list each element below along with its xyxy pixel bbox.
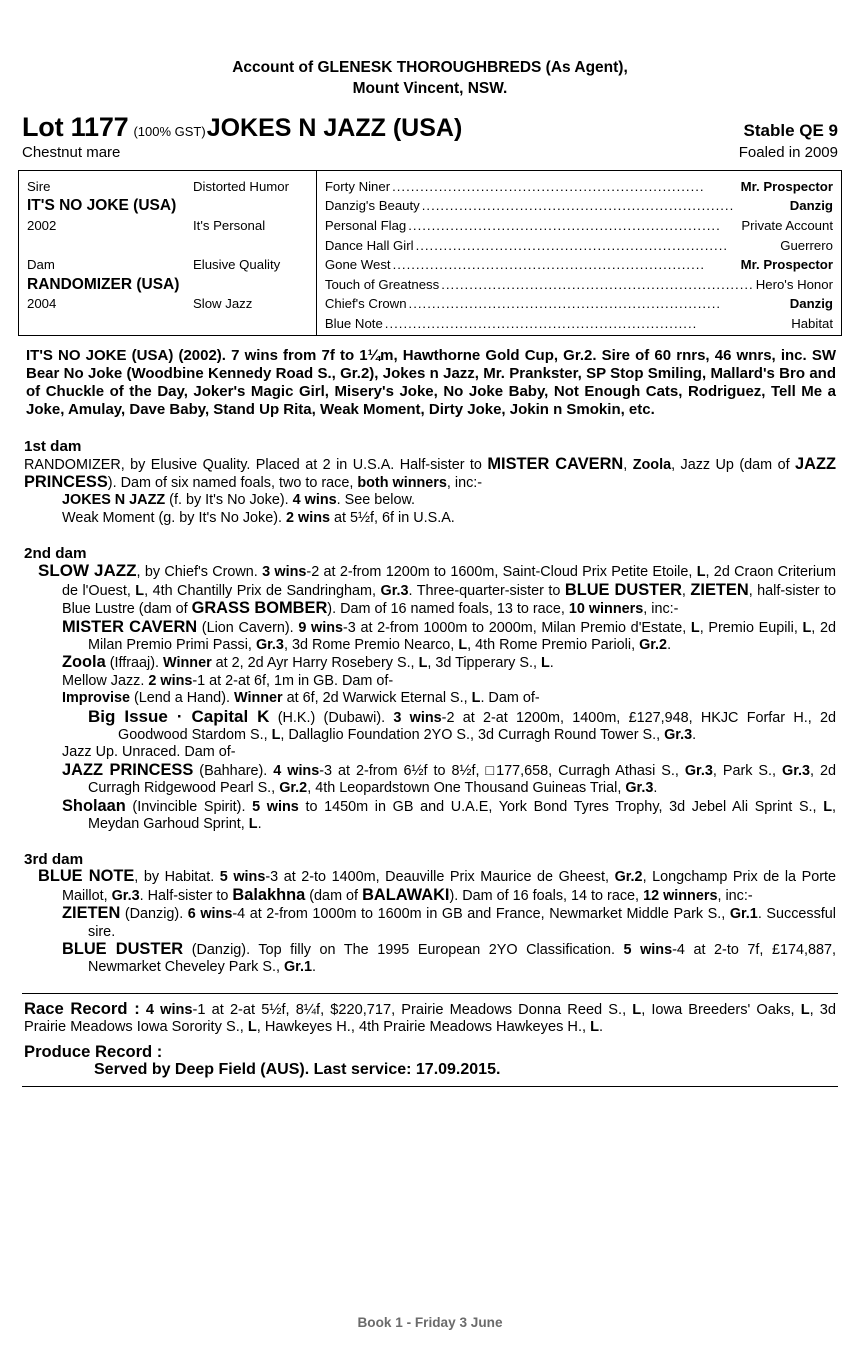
dot-leader: ................................................................... (441, 276, 754, 292)
grandparent-name: Personal Flag (324, 218, 407, 234)
pedigree-label: Sire (27, 178, 51, 194)
gst-note: (100% GST) (133, 123, 206, 139)
pedigree-value: It's Personal (193, 218, 266, 234)
great-grandparent-name: Habitat (791, 316, 833, 331)
foaled-year: Foaled in 2009 (738, 143, 838, 161)
pedigree-text-line: Improvise (Lend a Hand). Winner at 6f, 2d Warwick Eternal S., L. Dam of- (62, 690, 540, 707)
produce-record-text: Served by Deep Field (AUS). Last service: 17.09.2015. (94, 1060, 501, 1078)
pedigree-row (27, 216, 316, 236)
account-line-1: Account of GLENESK THOROUGHBREDS (As Agent), (232, 59, 628, 76)
pedigree-text-line: Big Issue · Capital K (H.K.) (Dubawi). 3 wins-2 at 2-at 1200m, 1400m, £127,948, HKJC Forfar H., 2d Goodwood Stardom S., L, Dallaglio Foundation 2YO S., 3d Curragh Round Tower S., Gr.3. (88, 706, 836, 743)
race-record-block (18, 994, 842, 1037)
grandparent-name: Chief's Crown (324, 296, 407, 312)
pedigree-text-line: MISTER CAVERN (Lion Cavern). 9 wins-3 at 2-from 1000m to 2000m, Milan Premio d'Estate, L, Premio Eupili, L, 2d Milan Premio Primi Passi, Gr.3, 3d Rome Premio Nearco, L, 4th Rome Premio Parioli, Gr.2. (62, 617, 836, 653)
grandparent-name: Dance Hall Girl (324, 237, 414, 253)
great-grandparent-name: Mr. Prospector (740, 257, 833, 273)
great-grandparent-name: Hero's Honor (755, 276, 833, 292)
pedigree-row (325, 196, 833, 216)
pedigree-text-line: BLUE NOTE, by Habitat. 5 wins-3 at 2-to 1400m, Deauville Prix Maurice de Gheest, Gr.2, Longchamp Prix de la Porte Maillot, Gr.3. Half-sister to Balakhna (dam of BALAWAKI). Dam of 16 foals, 14 to race, 12 winners, inc:- (38, 867, 836, 904)
great-grandparent-name: Danzig (789, 198, 833, 214)
divider-bottom (22, 1086, 838, 1087)
stable-label: Stable QE 9 (743, 120, 838, 140)
pedigree-row (27, 314, 316, 334)
pedigree-row (325, 216, 833, 236)
dam-sections (18, 438, 842, 977)
pedigree-text-line: Zoola (Iffraaj). Winner at 2, 2d Ayr Harry Rosebery S., L, 3d Tipperary S., L. (62, 653, 554, 672)
pedigree-text-line: BLUE DUSTER (Danzig). Top filly on The 1995 European 2YO Classification. 5 wins-4 at 2-to 7f, £174,887, Newmarket Cheveley Park S., Gr.1. (62, 940, 837, 976)
pedigree-text-line: ZIETEN (Danzig). 6 wins-4 at 2-from 1000m to 1600m in GB and France, Newmarket Middle Park S., Gr.1. Successful sire. (62, 904, 836, 940)
dam-section-heading: 2nd dam (24, 545, 87, 563)
pedigree-label: 2004 (27, 296, 57, 312)
pedigree-row (325, 255, 833, 275)
pedigree-text-line: Weak Moment (g. by It's No Joke). 2 wins at 5½f, 6f in U.S.A. (62, 509, 455, 526)
pedigree-text-line: JOKES N JAZZ (f. by It's No Joke). 4 wins. See below. (62, 492, 416, 509)
pedigree-row (27, 177, 316, 197)
colour-sex-row (18, 144, 842, 161)
account-header (18, 0, 842, 100)
pedigree-text-line: RANDOMIZER, by Elusive Quality. Placed at 2 in U.S.A. Half-sister to MISTER CAVERN, Zoola, Jazz Up (dam of JAZZ PRINCESS). Dam of six named foals, two to race, both winners, inc:- (24, 454, 836, 492)
great-grandparent-name: Guerrero (780, 237, 833, 253)
dot-leader: ................................................................... (392, 257, 706, 273)
dot-leader: ................................................................... (421, 198, 735, 214)
dam-name: RANDOMIZER (USA) (27, 275, 180, 293)
great-grandparent-name: Danzig (789, 296, 833, 312)
pedigree-row (27, 255, 316, 275)
grandparent-name: Gone West (324, 257, 391, 273)
great-grandparent-name: Mr. Prospector (740, 178, 833, 194)
page-footer: Book 1 - Friday 3 June (357, 1315, 503, 1330)
grandparent-name: Blue Note (324, 316, 383, 331)
pedigree-text-line: JAZZ PRINCESS (Bahhare). 4 wins-3 at 2-from 6½f to 8½f, □177,658, Curragh Athasi S., Gr.3, Park S., Gr.3, 2d Curragh Ridgewood Pearl S., Gr.2, 4th Leopardstown One Thousand Guineas Trial, Gr.3. (62, 760, 836, 797)
pedigree-label: Dam (27, 257, 55, 273)
sire-summary-paragraph: IT'S NO JOKE (USA) (2002). 7 wins from 7f to 1¼m, Hawthorne Gold Cup, Gr.2. Sire of 60 rnrs, 46 wnrs, inc. SW Bear No Joke (Woodbine Kennedy Road S., Gr.2), Jokes n Jazz, Mr. Prankster, SP Stop Smiling, Mallard's Bro and of Chuckle of the Day, Joker's Magic Girl, Misery's Joke, No Joke Baby, Not Enough Cats, Rodriguez, Tell Me a Joke, Amulay, Dave Baby, Stand Up Rita, Weak Moment, Dirty Joke, Jokin n Smokin, etc. (26, 346, 836, 419)
pedigree-text-line: Jazz Up. Unraced. Dam of- (62, 744, 236, 761)
pedigree-row (325, 275, 833, 295)
pedigree-row (27, 196, 316, 216)
dot-leader: ................................................................... (392, 178, 705, 194)
produce-record-block (18, 1037, 842, 1078)
lot-number: Lot 1177 (22, 111, 129, 142)
dot-leader: ................................................................... (408, 296, 722, 312)
pedigree-right-column (316, 171, 841, 335)
pedigree-row (27, 236, 316, 256)
sire-name: IT'S NO JOKE (USA) (27, 197, 177, 215)
pedigree-row (27, 275, 316, 295)
great-grandparent-name: Private Account (741, 218, 833, 234)
pedigree-row (27, 294, 316, 314)
produce-record-label: Produce Record : (24, 1042, 163, 1061)
page-title: JOKES N JAZZ (USA) (206, 113, 463, 142)
pedigree-row (325, 314, 833, 334)
pedigree-value: Elusive Quality (193, 257, 281, 273)
pedigree-label: 2002 (27, 218, 57, 234)
dot-leader: ................................................................... (415, 237, 729, 253)
grandparent-name: Danzig's Beauty (324, 198, 420, 214)
dam-section-heading: 3rd dam (24, 851, 84, 869)
pedigree-row (325, 236, 833, 256)
pedigree-table (18, 170, 842, 336)
pedigree-row (325, 177, 833, 197)
race-record-text: 4 wins-1 at 2-at 5½f, 8¼f, $220,717, Prairie Meadows Donna Reed S., L, Iowa Breeders' Oaks, L, 3d Prairie Meadows Iowa Sorority S., L, Hawkeyes H., 4th Prairie Meadows Hawkeyes H., L. (24, 1001, 837, 1036)
grandparent-name: Forty Niner (324, 178, 391, 194)
race-record-label: Race Record : (24, 998, 140, 1018)
colour-sex: Chestnut mare (22, 143, 121, 161)
pedigree-text-line: Sholaan (Invincible Spirit). 5 wins to 1450m in GB and U.A.E, York Bond Tyres Trophy, 3d Jebel Ali Sprint S., L, Meydan Garhoud Sprint, L. (62, 796, 836, 832)
dot-leader: ................................................................... (408, 218, 721, 234)
grandparent-name: Touch of Greatness (324, 276, 440, 292)
pedigree-text-line: SLOW JAZZ, by Chief's Crown. 3 wins-2 at 2-from 1200m to 1600m, Saint-Cloud Prix Petite Etoile, L, 2d Craon Criterium de l'Ouest, L, 4th Chantilly Prix de Sandringham, Gr.3. Three-quarter-sister to BLUE DUSTER, ZIETEN, half-sister to Blue Lustre (dam of GRASS BOMBER). Dam of 16 named foals, 13 to race, 10 winners, inc:- (38, 561, 837, 618)
pedigree-row (325, 294, 833, 314)
lot-header-row (18, 112, 842, 143)
account-line-2: Mount Vincent, NSW. (352, 79, 508, 97)
lot-title-group (22, 112, 462, 143)
pedigree-text-line: Mellow Jazz. 2 wins-1 at 2-at 6f, 1m in GB. Dam of- (62, 672, 394, 689)
pedigree-left-column (19, 171, 316, 335)
dot-leader: ................................................................... (384, 316, 698, 331)
pedigree-value: Slow Jazz (193, 296, 253, 312)
dam-section-heading: 1st dam (24, 437, 82, 455)
pedigree-value: Distorted Humor (193, 178, 290, 194)
